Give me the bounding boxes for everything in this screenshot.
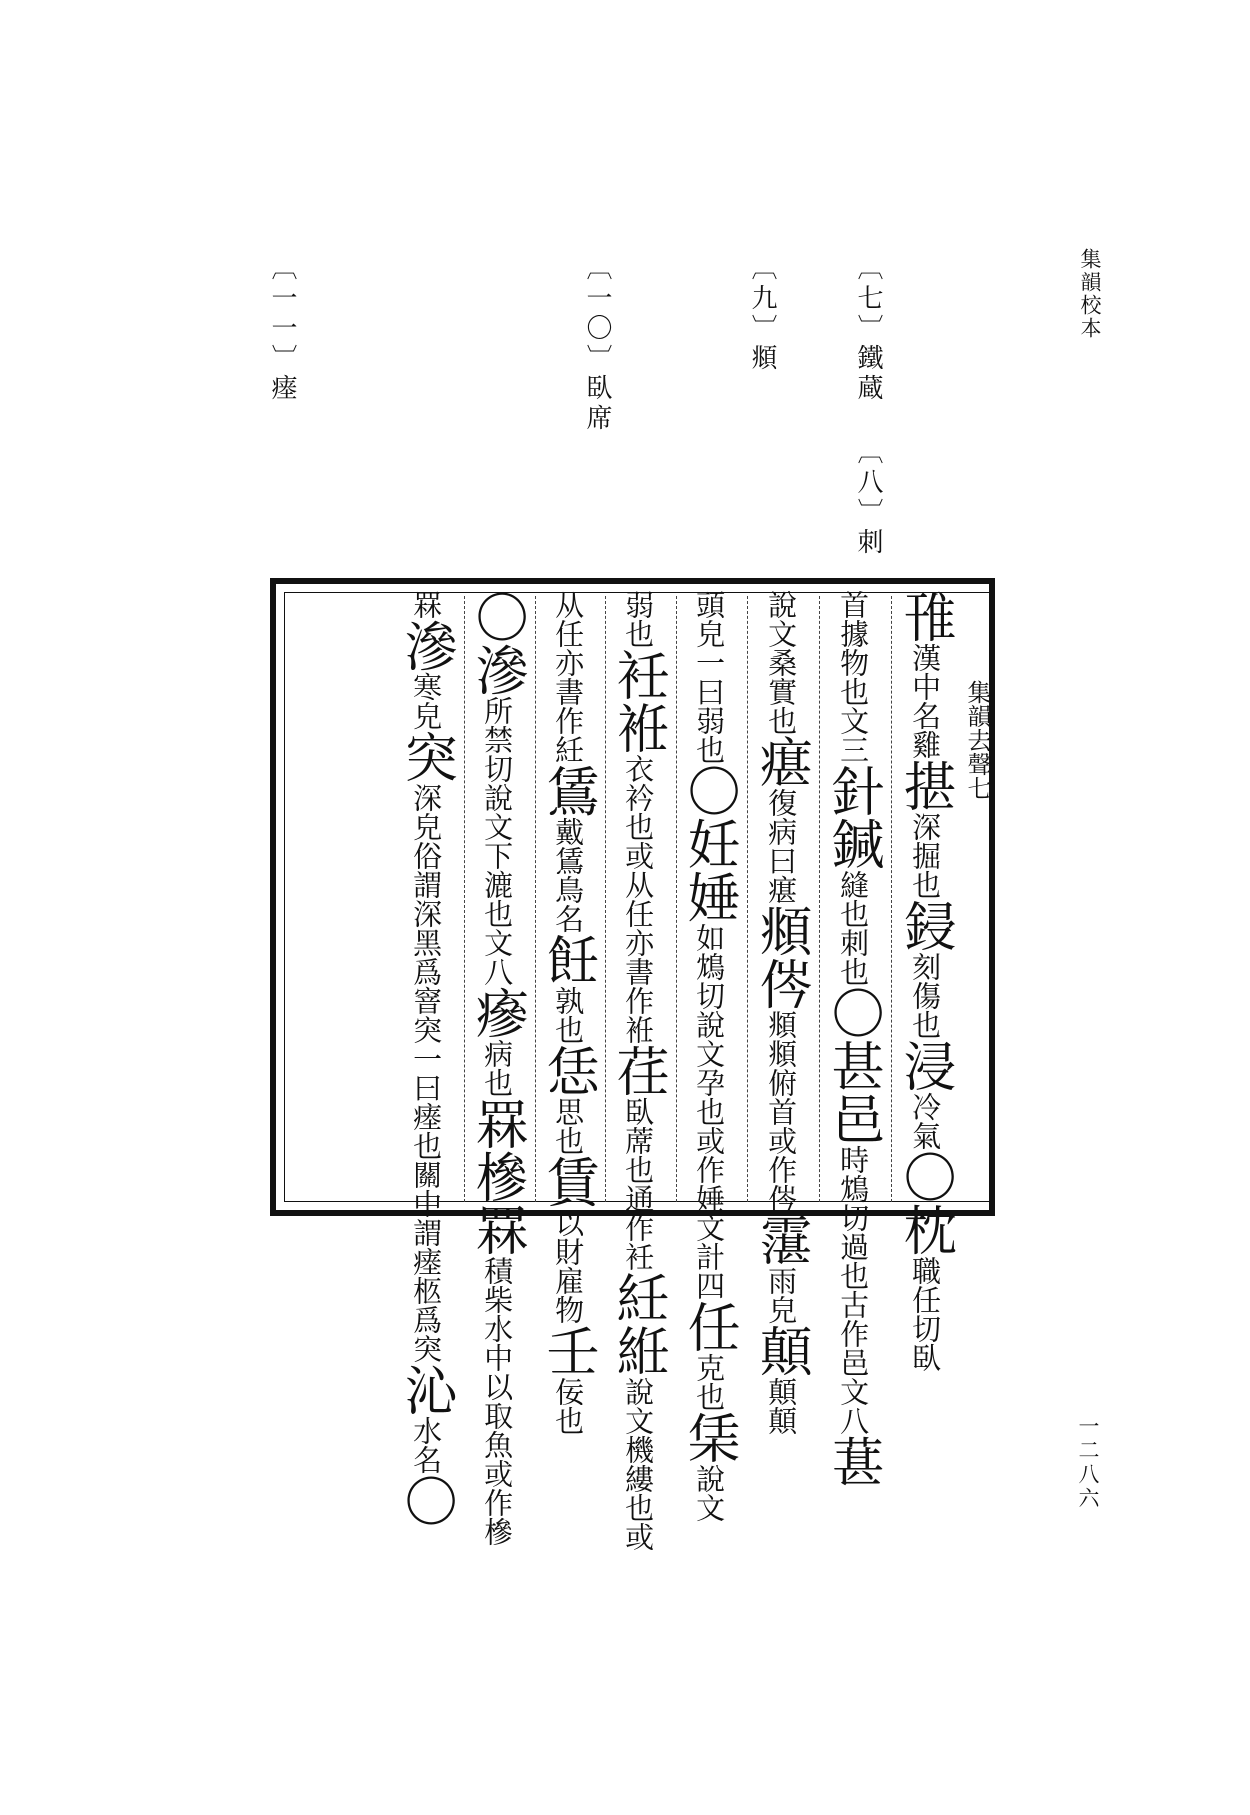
column-rule: [676, 596, 677, 1202]
headword: 衽: [608, 648, 670, 701]
headword: 沁: [396, 1363, 458, 1416]
headword: 突: [396, 730, 458, 783]
text-column: [679, 590, 741, 1522]
annotation: 克也: [692, 1353, 727, 1411]
annotation: 深掘也: [908, 812, 943, 899]
margin-label: 集韻去聲七: [963, 680, 991, 800]
annotation: 戴鵀鳥名: [551, 817, 586, 933]
collation-note: 〔九〕頫: [747, 254, 777, 374]
headword: 〇: [467, 590, 529, 643]
headword: 鋟: [895, 899, 957, 952]
headword: 侺: [751, 957, 813, 1010]
headword: 任: [679, 1300, 741, 1353]
annotation: 从任亦書作紝: [551, 590, 586, 764]
annotation: 說文機縷也或: [621, 1377, 656, 1551]
headword: 葚: [823, 1435, 885, 1488]
text-column: [608, 590, 670, 1551]
headword: 罧: [467, 1097, 529, 1150]
annotation: 寒皃: [409, 672, 444, 730]
headword: 飪: [538, 933, 600, 986]
headword: 瘮: [467, 986, 529, 1039]
text-column: [396, 590, 458, 1527]
annotation: 衣衿也或从任亦書作袵: [621, 754, 656, 1044]
collation-note: 〔一一〕瘗: [267, 254, 297, 404]
annotation: 首據物也文三: [836, 590, 871, 764]
annotation: 漢中名雞: [908, 643, 943, 759]
annotation: 佞也: [551, 1377, 586, 1435]
headword: 罧: [467, 1203, 529, 1256]
text-column: [823, 590, 885, 1488]
headword: 邑: [823, 1092, 885, 1145]
headword: 荏: [608, 1044, 670, 1097]
column-rule: [605, 596, 606, 1202]
headword: 揕: [895, 759, 957, 812]
headword: 枕: [895, 1203, 957, 1256]
headword: 鍼: [823, 817, 885, 870]
page-number: 一二八六: [1076, 1415, 1100, 1511]
annotation: 如鴆切說文孕也或作娷文計四: [692, 923, 727, 1300]
column-rule: [891, 596, 892, 1202]
text-column: [895, 590, 957, 1372]
annotation: 復病曰瘎: [764, 788, 799, 904]
headword: 䧲: [895, 590, 957, 643]
annotation: 罧: [409, 590, 444, 619]
headword: 〇: [396, 1474, 458, 1527]
running-header: 集韻校本: [1078, 248, 1102, 340]
headword: 賃: [538, 1155, 600, 1208]
headword: 絍: [608, 1324, 670, 1377]
annotation: 深皃俗謂深黑爲窨突一曰瘗也關中謂瘗柩爲突: [409, 783, 444, 1363]
annotation: 臥蓆也通作衽: [621, 1097, 656, 1271]
headword: 紝: [608, 1271, 670, 1324]
annotation: 職任切臥: [908, 1256, 943, 1372]
headword: 顛: [751, 1324, 813, 1377]
headword: 頫: [751, 904, 813, 957]
collation-note: 〔八〕刺: [853, 438, 883, 558]
headword: 甚: [823, 1039, 885, 1092]
annotation: 雨皃: [764, 1266, 799, 1324]
column-rule: [535, 596, 536, 1202]
headword: 娷: [679, 870, 741, 923]
headword: 滲: [396, 619, 458, 672]
headword: 槮: [467, 1150, 529, 1203]
headword: 瘎: [751, 735, 813, 788]
column-rule: [747, 596, 748, 1202]
annotation: 病也: [480, 1039, 515, 1097]
annotation: 時鴆切過也古作邑文八: [836, 1145, 871, 1435]
annotation: 弱也: [621, 590, 656, 648]
annotation: 以財雇物: [551, 1208, 586, 1324]
headword: 浸: [895, 1039, 957, 1092]
annotation: 刻傷也: [908, 952, 943, 1039]
collation-note: 〔七〕鐵蔵: [853, 254, 883, 404]
annotation: 頫頫俯首或作侺: [764, 1010, 799, 1213]
headword: 〇: [823, 986, 885, 1039]
text-column: [467, 590, 529, 1546]
annotation: 水名: [409, 1416, 444, 1474]
annotation: 顛顛: [764, 1377, 799, 1435]
headword: 〇: [679, 764, 741, 817]
collation-note: 〔一〇〕臥席: [582, 254, 612, 434]
column-rule: [464, 596, 465, 1202]
annotation: 孰也: [551, 986, 586, 1044]
headword: 滲: [467, 643, 529, 696]
headword: 針: [823, 764, 885, 817]
headword: 壬: [538, 1324, 600, 1377]
block-margin: [963, 600, 995, 1200]
text-column: [751, 590, 813, 1435]
annotation: 思也: [551, 1097, 586, 1155]
annotation: 冷氣: [908, 1092, 943, 1150]
headword: 恁: [538, 1044, 600, 1097]
headword: 袵: [608, 701, 670, 754]
headword: 栠: [679, 1411, 741, 1464]
headword: 霮: [751, 1213, 813, 1266]
annotation: 縫也刺也: [836, 870, 871, 986]
annotation: 說文桑實也: [764, 590, 799, 735]
headword: 妊: [679, 817, 741, 870]
text-column: [538, 590, 600, 1435]
annotation: 積柴水中以取魚或作槮: [480, 1256, 515, 1546]
annotation: 頭皃一曰弱也: [692, 590, 727, 764]
annotation: 所禁切說文下漉也文八: [480, 696, 515, 986]
column-rule: [819, 596, 820, 1202]
headword: 鵀: [538, 764, 600, 817]
headword: 〇: [895, 1150, 957, 1203]
annotation: 說文: [692, 1464, 727, 1522]
